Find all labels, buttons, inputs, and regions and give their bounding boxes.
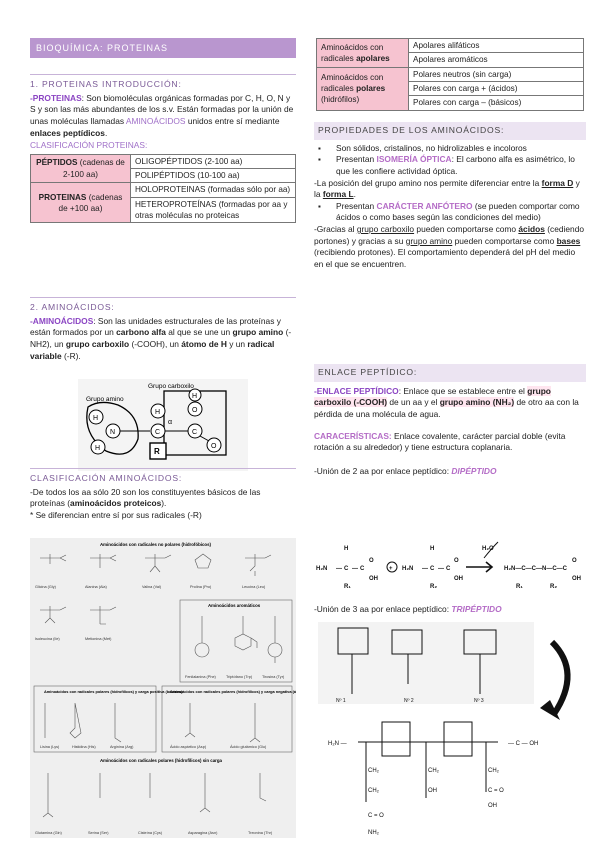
svg-text:O: O [572,558,577,564]
proteinas-table [30,154,296,224]
svg-text:H₂N —: H₂N — [328,741,347,747]
proteinas-definition: -PROTEINAS: Son biomoléculas orgánicas formadas por C, H, O, N y S y son las más abundantes de los s.v. Están formadas por la unión de unas moléculas llamadas AMINOÁCIDOS unidos entre sí mediante enlaces peptídicos. [30,92,294,138]
section-heading: CLASIFICACIÓN AMINOÁCIDOS: [30,468,296,485]
group-cell: Aminoácidos con radicales polares (hidrófilos) [317,67,409,110]
label-n3: Nº 3 [474,698,484,704]
table-cell: Polares neutros (sin carga) [409,67,584,81]
anfotero-text: -Gracias al grupo carboxilo pueden comportarse como ácidos (cediendo portones) y gracias a su grupo amino pueden comportarse como bases (recibiendo protones). El comportamiento dependerá del pH del medio en el que se encuentren. [314,224,585,269]
table-cell: Apolares aromáticos [409,53,584,67]
svg-text:H: H [95,445,101,452]
svg-text:C: C [360,566,365,572]
term-aminoacidos: -AMINOÁCIDOS [30,315,94,326]
dipeptido-text: -Unión de 2 aa por enlace peptídico: DIPÉPTIDO [314,465,497,476]
svg-text:OH: OH [369,576,378,582]
aa-label: Ácido aspártico (Asp) [170,745,207,749]
properties-list [314,143,586,178]
radicales-table [316,38,584,111]
svg-text:—: — [352,566,358,572]
svg-text:O: O [454,558,459,564]
table-cell: HETEROPROTEÍNAS (formadas por aa y otras moléculas no proteicas [131,197,296,223]
svg-text:OH: OH [488,803,497,809]
svg-text:OH: OH [454,576,463,582]
svg-text:R₂: R₂ [430,584,437,590]
group-cell: PÉPTIDOS (cadenas de 2-100 aa) [31,154,131,183]
aa-label: Metionina (Met) [85,637,112,641]
svg-text:—: — [336,566,342,572]
svg-text:C: C [192,429,198,436]
caracteristicas-text: CARACERÍSTICAS: Enlace covalente, carácter parcial doble (evita rotación a su alrededor) y tiene estructura coplanaria. [314,430,566,453]
svg-text:C: C [155,429,161,436]
table-cell: POLIPÉPTIDOS (10-100 aa) [131,169,296,183]
section-aminoacidos [30,297,296,456]
svg-text:O: O [211,443,217,450]
label-grupo-amino: Grupo amino [86,396,124,403]
text: : Son biomoléculas orgánicas formadas por C, H, O, N y S y son las más abundantes de los s.v. [30,92,291,115]
aa-label: Asparagina (Asn) [188,831,218,835]
section-introduccion [30,74,296,223]
aa-label: Prolina (Pro) [190,585,212,589]
svg-text:R₁: R₁ [516,584,523,590]
section-heading: ENLACE PEPTÍDICO: [314,364,586,382]
aminoacid-classification-svg [30,538,296,838]
label-grupo-carboxilo: Grupo carboxilo [148,383,194,390]
panel-title-polar-neutral: Aminoácidos con radicales polares (hidrofílicos) sin carga [100,758,222,763]
group-cell: PROTEINAS (cadenas de +100 aa) [31,183,131,223]
aa-label: Isoleucina (Ile) [35,637,60,641]
aa-label: Cisteína (Cys) [138,831,163,835]
aa-label: Treonina (Thr) [248,831,273,835]
aa-label: Histidina (His) [72,745,96,749]
panel-title-acidic: Aminoácidos con radicales polares (hidrofílicos) y carga negativa (ácidos) [170,689,296,694]
dipeptide-reaction-figure [314,536,586,594]
svg-text:C = O: C = O [368,813,384,819]
text: unidos entre sí mediante [187,116,280,127]
aa-label: Ácido glutámico (Glu) [230,745,267,749]
label-n1: Nº 1 [336,698,346,704]
aa-label: Glutamina (Gln) [35,831,62,835]
svg-text:OH: OH [428,788,437,794]
class-title: CLASIFICACIÓN PROTEINAS: [30,140,148,151]
svg-text:+: + [389,566,393,572]
panel-title-aromatic: Aminoácidos aromáticos [208,603,261,608]
svg-text:CH₂: CH₂ [488,768,499,774]
aa-label: Alanina (Ala) [85,585,107,589]
svg-text:C: C [344,566,349,572]
aa-label: Triptófano (Trp) [226,675,253,679]
table-cell: Polares con carga – (básicos) [409,96,584,110]
svg-text:CH₂: CH₂ [368,768,379,774]
svg-text:H₂N—C—C—N—C—C: H₂N—C—C—N—C—C [504,566,567,572]
group-cell: Aminoácidos con radicales apolares [317,39,409,68]
table-cell: Polares con carga + (ácidos) [409,81,584,95]
svg-text:—: — [438,566,444,572]
svg-text:R₂: R₂ [550,584,557,590]
svg-text:N: N [110,429,116,436]
list-item: ▪ Presentan ISOMERÍA ÓPTICA: El carbono alfa es asimétrico, lo que les confiere actividad óptica. [314,154,586,177]
aa-label: Glicina (Gly) [35,585,56,589]
enlace-definition: -ENLACE PEPTÍDICO: Enlace que se establece entre el grupo carboxilo (-COOH) de un aa y el grupo amino (NH₂) de otro aa con la pérdida de una molécula de agua. [314,385,579,420]
svg-text:CH₂: CH₂ [428,768,439,774]
svg-text:H: H [344,546,349,552]
text: Están formadas por la unión de unas moléculas llamadas [30,104,294,127]
label-n2: Nº 2 [404,698,414,704]
svg-text:— C — OH: — C — OH [508,741,539,747]
page-title: BIOQUÍMICA: PROTEINAS [30,38,296,58]
aa-label: Fenilalanina (Phe) [185,675,216,679]
svg-text:R₁: R₁ [344,584,351,590]
svg-text:—: — [422,566,428,572]
svg-text:H₂N: H₂N [316,566,328,572]
aa-label: Tirosina (Tyr) [262,675,285,679]
svg-text:CH₂: CH₂ [368,788,379,794]
tripeptide-figure [314,622,586,844]
aminoacidos-definition: -AMINOÁCIDOS: Son las unidades estructurales de las proteínas y están formados por un carbono alfa al que se une un grupo amino (-NH2), un grupo carboxilo (-COOH), un átomo de H y un radical variable (-R). [30,315,292,361]
svg-text:H: H [155,409,161,416]
svg-text:α: α [168,419,173,426]
svg-text:H: H [430,546,435,552]
svg-text:C: C [430,566,435,572]
aminoacid-structure-figure [78,379,248,471]
table-cell: OLIGOPÉPTIDOS (2-100 aa) [131,154,296,168]
svg-text:O: O [369,558,374,564]
clasificacion-text: -De todos los aa sólo 20 son los constituyentes básicos de las proteínas (aminoácidos proteicos). [30,486,261,509]
svg-text:H: H [93,415,99,422]
properties-list-2 [314,201,586,224]
table-row [317,67,584,81]
svg-text:O: O [192,407,198,414]
table-cell: Apolares alifáticos [409,39,584,53]
term-enlaces: enlaces peptídicos [30,127,105,138]
panel-title-basic: Aminoácidos con radicales polares (hidrofílicos) y carga positiva (básicos) [44,689,183,694]
water-label: H₂O [482,546,494,552]
aa-label: Lisina (Lys) [40,745,60,749]
svg-text:OH: OH [572,576,581,582]
tripeptido-text: -Unión de 3 aa por enlace peptídico: TRIPÉPTIDO [314,604,502,614]
section-clasificacion-aa [30,468,296,835]
svg-text:H₂N: H₂N [402,566,414,572]
panel-title-nonpolar: Aminoácidos con radicales no polares (hidrofóbicos) [100,542,212,547]
term-proteinas: -PROTEINAS [30,92,82,103]
svg-text:R: R [154,447,160,456]
svg-text:C: C [446,566,451,572]
term-aminoacidos: AMINOÁCIDOS [125,116,186,127]
aminoacid-classification-image [30,538,296,838]
section-heading: PROPIEDADES DE LOS AMINOÁCIDOS: [314,122,586,140]
list-item: ▪ Son sólidos, cristalinos, no hidrolizables e incoloros [314,143,586,155]
section-propiedades [314,122,586,270]
list-item: ▪ Presentan CARÁCTER ANFÓTERO (se pueden comportar como ácidos o como bases según las condiciones del medio) [314,201,586,224]
table-row [317,39,584,53]
aa-label: Leucina (Leu) [242,585,266,589]
section-heading: 2. AMINOÁCIDOS: [30,297,296,314]
aa-label: Serina (Ser) [88,831,109,835]
aa-label: Arginina (Arg) [110,745,134,749]
forma-text: -La posición del grupo amino nos permite diferenciar entre la forma D y la forma L. [314,177,580,200]
table-row [31,183,296,197]
aa-label: Valina (Val) [142,585,162,589]
table-row [31,154,296,168]
section-heading: 1. PROTEINAS INTRODUCCIÓN: [30,74,296,91]
svg-text:NH₂: NH₂ [368,830,379,836]
svg-text:H: H [192,393,198,400]
svg-text:C = O: C = O [488,788,504,794]
table-cell: HOLOPROTEINAS (formadas sólo por aa) [131,183,296,197]
section-enlace [314,364,586,836]
clasificacion-note: * Se diferencian entre sí por sus radicales (-R) [30,510,202,521]
